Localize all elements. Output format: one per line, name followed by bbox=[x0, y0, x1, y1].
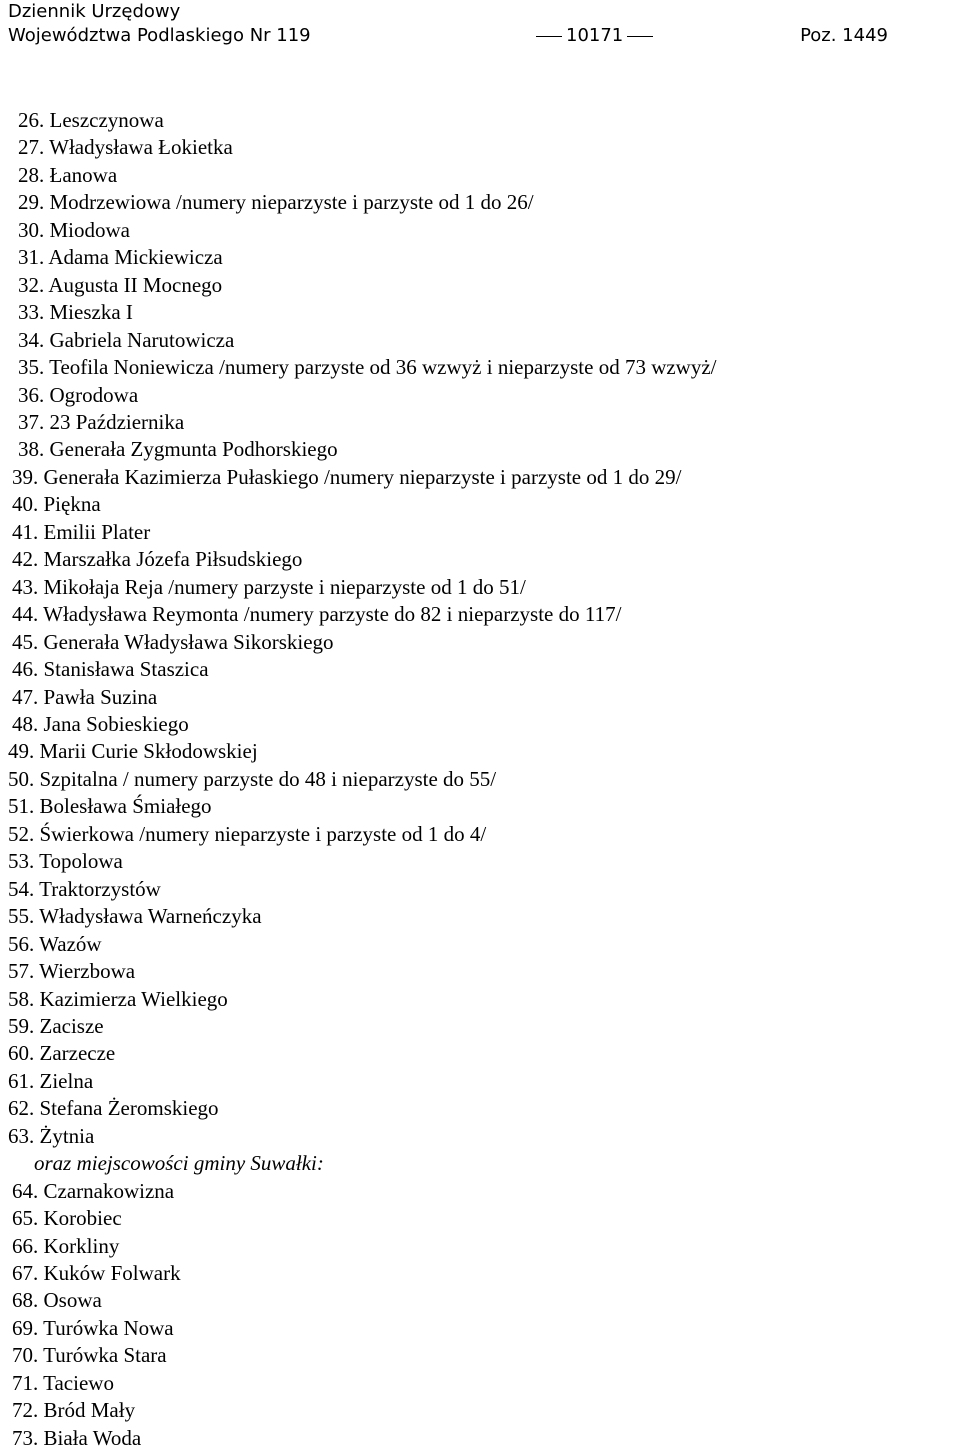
list-item: 38. Generała Zygmunta Podhorskiego bbox=[18, 437, 338, 462]
list-item: 49. Marii Curie Skłodowskiej bbox=[8, 739, 258, 764]
list-item: 59. Zacisze bbox=[8, 1013, 104, 1038]
list-item: 33. Mieszka I bbox=[18, 300, 133, 325]
list-item: 70. Turówka Stara bbox=[12, 1343, 167, 1368]
list-item: 65. Korobiec bbox=[12, 1206, 122, 1231]
list-item: 32. Augusta II Mocnego bbox=[18, 272, 223, 297]
list-item: 31. Adama Mickiewicza bbox=[18, 245, 223, 270]
list-item: 35. Teofila Noniewicza /numery parzyste od 36 wzwyż i nieparzyste od 73 wzwyż/ bbox=[18, 355, 717, 380]
list-item: 40. Piękna bbox=[12, 492, 101, 517]
list-item: 69. Turówka Nowa bbox=[12, 1315, 174, 1340]
street-list bbox=[0, 107, 717, 1452]
list-item: 64. Czarnakowizna bbox=[12, 1178, 175, 1203]
list-item: 73. Biała Woda bbox=[12, 1425, 142, 1450]
dash-left bbox=[536, 36, 562, 37]
list-item: 50. Szpitalna / numery parzyste do 48 i nieparzyste do 55/ bbox=[8, 766, 497, 791]
list-item: 55. Władysława Warneńczyka bbox=[8, 904, 262, 929]
list-item: 47. Pawła Suzina bbox=[12, 684, 158, 709]
list-item: 42. Marszałka Józefa Piłsudskiego bbox=[12, 547, 303, 572]
page-header bbox=[8, 0, 888, 48]
position-number: Poz. 1449 bbox=[800, 25, 888, 46]
list-item: 68. Osowa bbox=[12, 1288, 102, 1313]
list-item: 62. Stefana Żeromskiego bbox=[8, 1096, 219, 1121]
list-item: 27. Władysława Łokietka bbox=[18, 135, 233, 160]
list-item: 45. Generała Władysława Sikorskiego bbox=[12, 629, 334, 654]
list-item: 67. Kuków Folwark bbox=[12, 1261, 181, 1286]
list-item: 39. Generała Kazimierza Pułaskiego /numery nieparzyste i parzyste od 1 do 29/ bbox=[12, 464, 682, 489]
list-item: 41. Emilii Plater bbox=[12, 519, 151, 544]
page-number: 10171 bbox=[566, 25, 624, 46]
list-item: 29. Modrzewiowa /numery nieparzyste i parzyste od 1 do 26/ bbox=[18, 190, 534, 215]
list-item: 43. Mikołaja Reja /numery parzyste i nieparzyste od 1 do 51/ bbox=[12, 574, 526, 599]
list-item: 63. Żytnia bbox=[8, 1123, 95, 1148]
dash-right bbox=[627, 36, 653, 37]
list-item: 36. Ogrodowa bbox=[18, 382, 139, 407]
list-item: 57. Wierzbowa bbox=[8, 959, 136, 984]
villages-heading: oraz miejscowości gminy Suwałki: bbox=[34, 1151, 324, 1176]
journal-subtitle: Województwa Podlaskiego Nr 119 bbox=[8, 25, 311, 46]
header-row bbox=[8, 24, 888, 48]
list-item: 46. Stanisława Staszica bbox=[12, 657, 209, 682]
list-item: 52. Świerkowa /numery nieparzyste i parzyste od 1 do 4/ bbox=[8, 821, 487, 846]
list-item: 61. Zielna bbox=[8, 1068, 94, 1093]
page-number-block bbox=[532, 24, 657, 48]
list-item: 44. Władysława Reymonta /numery parzyste do 82 i nieparzyste do 117/ bbox=[12, 602, 622, 627]
list-item: 48. Jana Sobieskiego bbox=[12, 711, 189, 736]
list-item: 53. Topolowa bbox=[8, 849, 123, 874]
list-item: 28. Łanowa bbox=[18, 162, 118, 187]
list-item: 60. Zarzecze bbox=[8, 1041, 116, 1066]
list-item: 72. Bród Mały bbox=[12, 1398, 136, 1423]
list-item: 54. Traktorzystów bbox=[8, 876, 161, 901]
list-item: 26. Leszczynowa bbox=[18, 108, 164, 132]
list-item: 56. Wazów bbox=[8, 931, 102, 956]
list-item: 37. 23 Października bbox=[18, 409, 185, 434]
list-item: 30. Miodowa bbox=[18, 217, 130, 242]
journal-title: Dziennik Urzędowy bbox=[8, 1, 181, 22]
list-item: 51. Bolesława Śmiałego bbox=[8, 794, 212, 819]
list-item: 66. Korkliny bbox=[12, 1233, 120, 1258]
list-item: 34. Gabriela Narutowicza bbox=[18, 327, 235, 352]
list-item: 58. Kazimierza Wielkiego bbox=[8, 986, 228, 1011]
list-item: 71. Taciewo bbox=[12, 1370, 114, 1395]
